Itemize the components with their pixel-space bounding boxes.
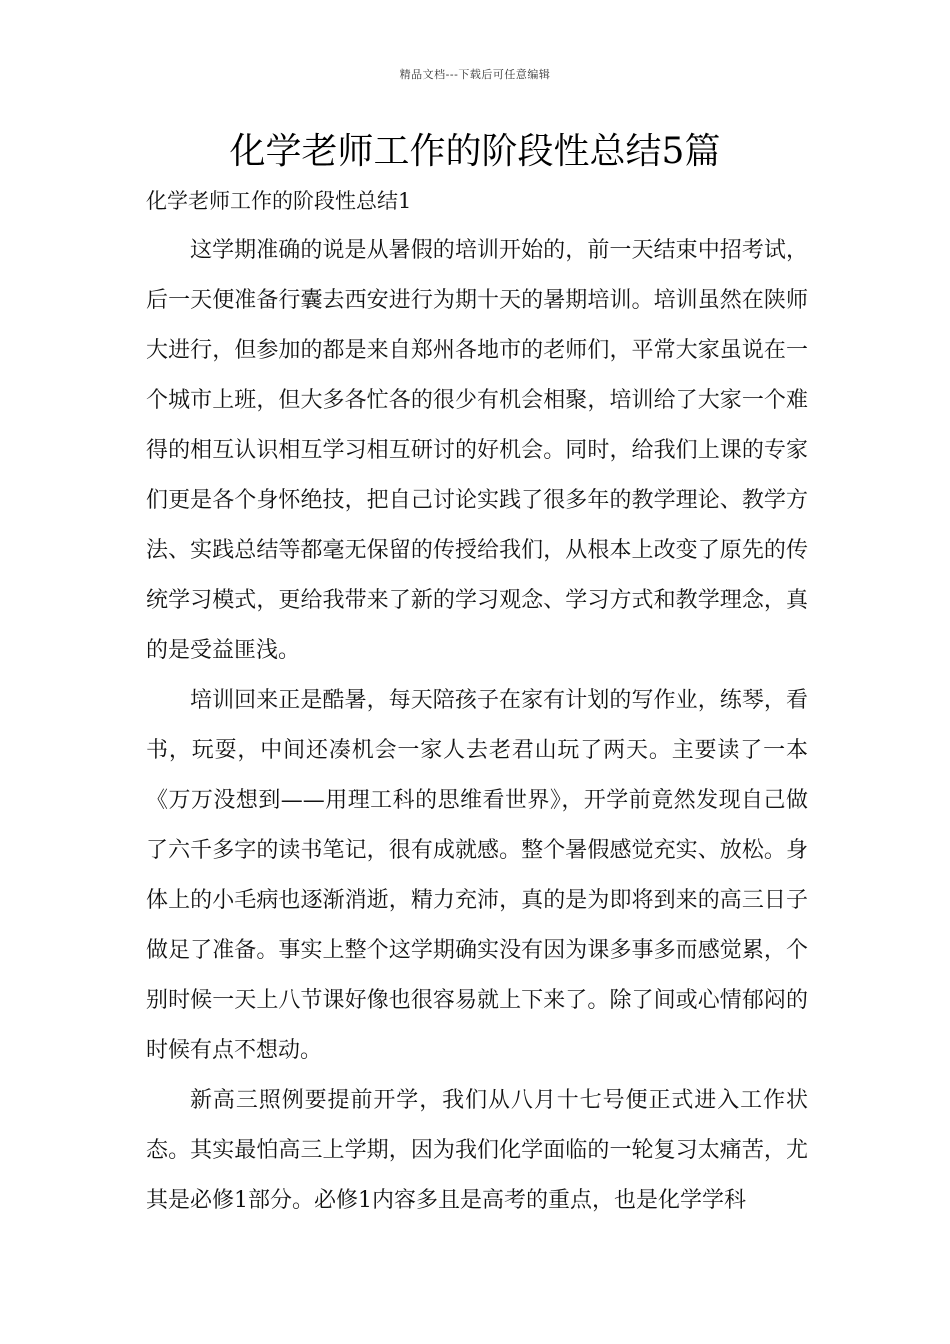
header-note: 精品文档---下载后可任意编辑 xyxy=(399,68,551,81)
paragraph-3: 新高三照例要提前开学，我们从八月十七号便正式进入工作状态。其实最怕高三上学期，因为我们化学面临的一轮复习太痛苦，尤其是必修1部分。必修1内容多且是高考的重点，也是化学学科 xyxy=(146,1088,808,1213)
section-heading: 化学老师工作的阶段性总结1 xyxy=(146,189,412,213)
paragraph-1: 这学期准确的说是从暑假的培训开始的，前一天结束中招考试，后一天便准备行囊去西安进行为期十天的暑期培训。培训虽然在陕师大进行，但参加的都是来自郑州各地市的老师们，平常大家虽说在一个城市上班，但大多各忙各的很少有机会相聚，培训给了大家一个难得的相互认识相互学习相互研讨的好机会。同时，给我们上课的专家们更是各个身怀绝技，把自己讨论实践了很多年的教学理论、教学方法、实践总结等都毫无保留的传授给我们，从根本上改变了原先的传统学习模式，更给我带来了新的学习观念、学习方式和教学理念，真的是受益匪浅。 xyxy=(146,238,808,663)
document-body xyxy=(146,226,808,1226)
paragraph-2: 培训回来正是酷暑，每天陪孩子在家有计划的写作业，练琴，看书，玩耍，中间还凑机会一家人去老君山玩了两天。主要读了一本《万万没想到——用理工科的思维看世界》，开学前竟然发现自己做了六千多字的读书笔记，很有成就感。整个暑假感觉充实、放松。身体上的小毛病也逐渐消逝，精力充沛，真的是为即将到来的高三日子做足了准备。事实上整个这学期确实没有因为课多事多而感觉累，个别时候一天上八节课好像也很容易就上下来了。除了间或心情郁闷的时候有点不想动。 xyxy=(146,688,808,1063)
document-title: 化学老师工作的阶段性总结5篇 xyxy=(229,131,721,172)
